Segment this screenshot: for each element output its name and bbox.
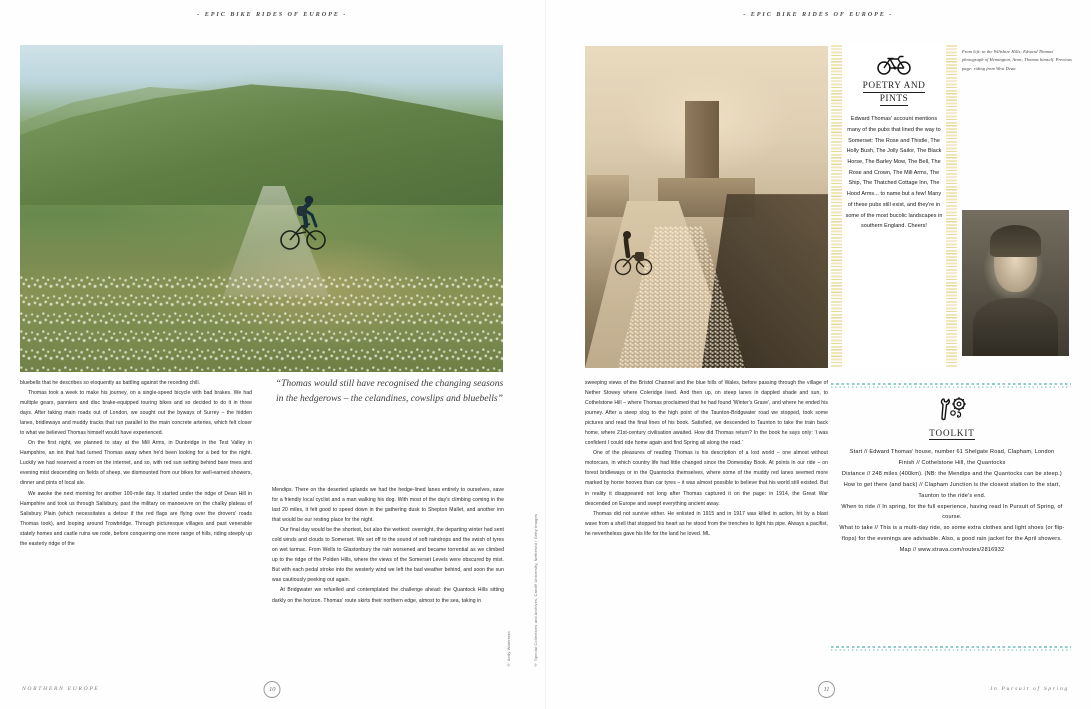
photo-caption: From left: in the Wiltshire Hills; Edward Thomas' photograph of Hemington, Avon; Thomas himself. Previous page: riding from West Dean: [962, 49, 1072, 71]
poetry-content: [844, 53, 944, 232]
toolkit-entry: How to get there (and back) // Clapham Junction is the closest station to the start, Taunton to the ride's end.: [843, 481, 1061, 499]
toolkit-entry: What to take // This is a multi-day ride, so some extra clothes and light shoes (or flip-flops) for the evenings are advisable. Also, a good rain jacket for the April showers.: [839, 525, 1065, 543]
paragraph: At Bridgwater we refuelled and contemplated the challenge ahead: the Quantock Hills sitting darkly on the horizon. Thomas' route skirts their northern edge, almost to the sea, taking in: [272, 587, 504, 604]
toolkit-divider-top: [831, 382, 1071, 389]
photo-credit-hero: © Andy Waterman: [506, 630, 511, 667]
poetry-body-text: Edward Thomas' account mentions many of the pubs that lined the way to Somerset: The Rose and Thistle, The Holly Bush, The Jolly Sailor, The Black Horse, The Barley Mow, The Bell, The Rose and Crown, The Mill Arms, The Ship, The Thatched Cottage Inn, The Hood Arms... to name but a few! Many of these pubs still exist, and they're in some of the most bucolic landscapes in southern England. Cheers!: [845, 116, 943, 230]
page-number-left: 10: [264, 681, 281, 698]
hero-wildflowers: [20, 274, 503, 372]
bicycle-icon: [877, 53, 911, 75]
paragraph: sweeping views of the Bristol Channel and the blue hills of Wales, before passing through the village of Nether Stowey where Coleridge lived. And then up, on steep lanes in dappled shade and sun, to Cothelstone Hill – where Thomas proclaimed that he had found 'Winter's Grave', and where he ended his journey. After a steep slog to the high point of the Taunton-Bridgwater road we stopped, took some pictures and read the final lines of his book. Satisfied, we descended to Taunton to take the train back home, where 21st-century civilisation awaited. How did Thomas return? In the book he says only: 'I was confident I could ride home again and find Spring all along the road.': [585, 380, 828, 447]
ribbon-pattern-left: [831, 45, 842, 367]
footer-section-label: NORTHERN EUROPE: [22, 686, 100, 692]
running-head-right: - EPIC BIKE RIDES OF EUROPE -: [743, 11, 894, 18]
toolkit-entry: Start // Edward Thomas' house, number 61 Shelgate Road, Clapham, London: [849, 449, 1055, 455]
archive-photo-hemington: [585, 46, 828, 368]
portrait-hair: [990, 225, 1041, 257]
pull-quote: “Thomas would still have recognised the changing seasons in the hedgerows – the celandines, cowslips and bluebells”: [275, 378, 504, 405]
toolkit-entry: Map // www.strava.com/routes/2816932: [899, 547, 1005, 554]
toolkit-title: [836, 428, 1068, 438]
footer-article-label: In Pursuit of Spring: [990, 686, 1069, 692]
spanner-cog-icon: [936, 396, 968, 422]
paragraph: One of the pleasures of reading Thomas is his description of a lost world – one almost without motorcars, in which country life had little changed since the Domesday Book. At points in our ride – on forest bridleways or in the Quantocks themselves, where some of the muddy red lanes seemed more marked by horse hooves than car tyres – it was almost possible to believe that his world still existed. But in reality it disappeared not long after Thomas captured it on the page: in 1914, the Great War descended on Europe and swept everything ancient away.: [585, 450, 828, 507]
poetry-title-line-2: PINTS: [879, 93, 909, 104]
archive-cyclist-icon: [614, 226, 654, 278]
poetry-title-line-1: POETRY AND: [862, 81, 926, 91]
photo-credit-archive: © Special Collections and Archives, Cardiff University, Nettlefold / Getty Images: [533, 513, 538, 667]
toolkit-entry: When to ride // In spring, for the full experience, having read In Pursuit of Spring, of course.: [841, 503, 1063, 521]
paragraph: bluebells that he describes so eloquently as battling against the receding chill.: [20, 380, 201, 386]
paragraph: Thomas took a week to make his journey, on a single-speed bicycle with bad brakes. We had multiple gears, panniers and disc brake-equipped touring bikes and so decided to do it in three days. After taking main roads out of London, we sought out the byways of Surrey – the hidden lanes, bridleways and muddy tracks that run parallel to the main concrete arteries, which felt closer to what we believed Thomas himself would have experienced.: [20, 390, 252, 437]
left-column-two: [272, 485, 504, 606]
toolkit-entries: [836, 447, 1068, 556]
portrait-body: [973, 298, 1059, 356]
toolkit-entry: Distance // 248 miles (400km). (NB: the Mendips and the Quantocks can be steep.): [842, 470, 1062, 477]
toolkit-box: [836, 396, 1068, 556]
toolkit-title-text: TOOLKIT: [929, 428, 975, 438]
paragraph: On the first night, we planned to stay at the Mill Arms, in Dunbridge in the Test Valley in Hampshire, an inn that had turned Thomas away when he'd been looking for a bed for the night. Luckily we had reserved a room on the internet, and so, with red sun setting behind bare trees and evening mist descending on fields of sheep, we dismounted from our bikes for well-earned showers, dinner and pints of local ale.: [20, 440, 252, 487]
paragraph: Our final day would be the shortest, but also the wettest: overnight, the departing winter had sent cold winds and clouds to Somerset. We set off to the sound of soft raindrops and the swish of tyres on wet tarmac. From Wells to Glastonbury the rain worsened and became torrential as we climbed up to the ridge of the Polden Hills, where the views of the Somerset Levels were obscured by mist. But with each pedal stroke into the westerly wind we left the bad weather behind, and soon the sun was cautiously peeking out again.: [272, 527, 504, 584]
running-head-left: - EPIC BIKE RIDES OF EUROPE -: [197, 11, 348, 18]
toolkit-divider-bottom: [831, 645, 1071, 652]
ribbon-pattern-right: [946, 45, 957, 367]
page-number-right: 11: [818, 681, 835, 698]
toolkit-entry: Finish // Cothelstone Hill, the Quantocks: [898, 459, 1006, 466]
hero-photo-wiltshire-hills: [20, 45, 503, 372]
right-column-one: [585, 378, 828, 539]
cyclist-figure-icon: [276, 182, 332, 254]
paragraph: Mendips. There on the deserted uplands we had the hedge-lined lanes entirely to ourselves, save for a friendly local cyclist and a man walking his dog. With most of the day's climbing coming in the last 20 miles, it felt good to speed down in the gathering dusk to Shepton Mallet, and another inn that would be our resting place for the night.: [272, 487, 504, 524]
portrait-photo-edward-thomas: [962, 210, 1069, 356]
paragraph: Thomas did not survive either. He enlisted in 1915 and in 1917 was killed in action, hit by a blast wave from a shell that stopped his heart as he stood from the trenches to light his pipe. Always a pacifist, he nevertheless gave his life for the land he loved. ML: [585, 510, 828, 537]
poetry-and-pints-box: [831, 45, 957, 367]
paragraph: We awoke the next morning for another 100-mile day. It started under the ridge of Dean Hill in Hampshire and took us through Salisbury, past the military on manoeuvre on the chalky plateau of Salisbury Plain (which necessitates a detour if the red flags are flying over the drovers' roads Thomas took), and looping around Trowbridge. Through picturesque villages and past venerable stately homes and castle ruins we rode, before conquering one more range of hills, riding steeply up the easterly ridge of the: [20, 490, 252, 547]
poetry-title: [844, 80, 944, 105]
archive-cottages: [587, 175, 628, 217]
hero-near-hill: [20, 68, 503, 205]
left-column-one: [20, 378, 252, 549]
